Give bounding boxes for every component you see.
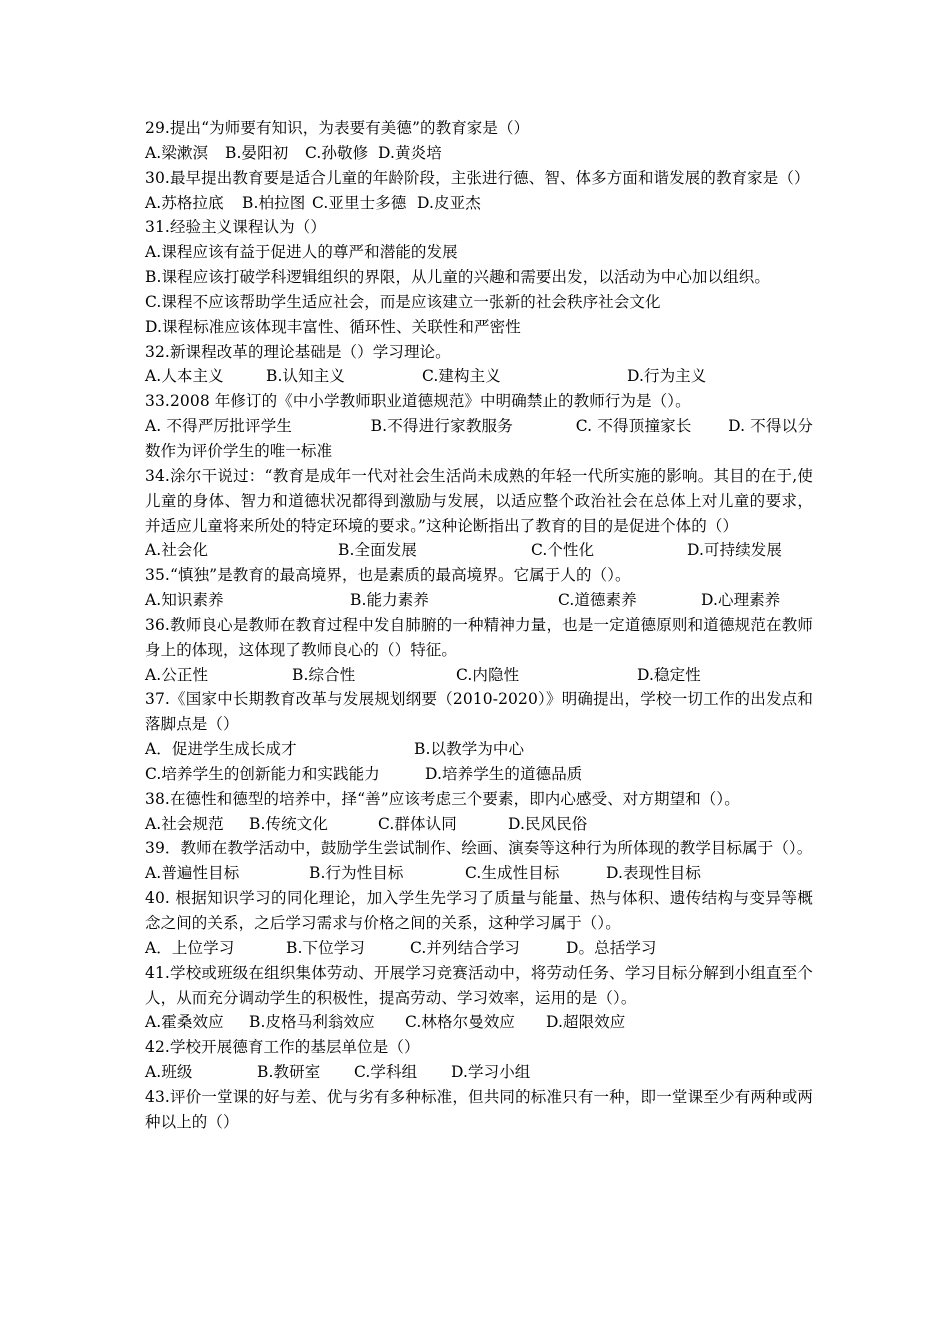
text-line: 29.提出“为师要有知识，为表要有美德”的教育家是（） [145, 119, 530, 137]
option: A．促进学生成长成才 [145, 740, 297, 759]
option: D.可持续发展 [687, 541, 783, 560]
options-row [145, 861, 813, 886]
option: A.社会规范 [145, 814, 224, 833]
option: D.行为主义 [627, 367, 707, 386]
option: D.黄炎培 [378, 143, 442, 162]
options-row [145, 1010, 813, 1035]
text-line: A. 不得严厉批评学生 B.不得进行家教服务 C. 不得顶撞家长 D. 不得以分数作为评价学生的唯一标准 [145, 417, 813, 460]
option: B.皮格马利翁效应 [249, 1013, 375, 1032]
text-line: 40. 根据知识学习的同化理论，加入学生先学习了质量与能量、热与体积、遗传结构与变异等概念之间的关系，之后学习需求与价格之间的关系，这种学习属于（）。 [145, 889, 813, 932]
option: B.晏阳初 [225, 143, 289, 162]
option: C.并列结合学习 [410, 938, 521, 957]
option: D.皮亚杰 [417, 193, 481, 212]
text-line: 30.最早提出教育要是适合儿童的年龄阶段，主张进行德、智、体多方面和谐发展的教育家是（） [145, 168, 810, 187]
text-line: 41.学校或班级在组织集体劳动、开展学习竞赛活动中，将劳动任务、学习目标分解到小组直至个人，从而充分调动学生的积极性，提高劳动、学习效率，运用的是（）。 [145, 963, 813, 1007]
options-row [145, 191, 813, 216]
option: A.人本主义 [145, 367, 224, 386]
option: C.亚里士多德 [312, 193, 407, 212]
text-line: 37.《国家中长期教育改革与发展规划纲要（2010-2020）》明确提出，学校一切工作的出发点和落脚点是（） [145, 690, 813, 734]
text-line: 43.评价一堂课的好与差、优与劣有多种标准，但共同的标准只有一种，即一堂课至少有两种或两种以上的（） [145, 1087, 813, 1131]
option: D.超限效应 [546, 1013, 626, 1032]
option: B.能力素养 [350, 591, 429, 610]
option: C.内隐性 [456, 665, 520, 684]
option: C.群体认同 [378, 814, 457, 833]
options-row [145, 737, 813, 762]
option: A.霍桑效应 [145, 1013, 224, 1032]
option: B.柏拉图 [242, 193, 306, 212]
option: C.孙敬修 [305, 143, 369, 162]
options-row [145, 141, 813, 166]
text-line: D.课程标准应该体现丰富性、循环性、关联性和严密性 [145, 317, 521, 336]
options-row [145, 812, 813, 837]
option: B.教研室 [257, 1063, 321, 1082]
text-line: 38.在德性和德型的培养中，择“善”应该考虑三个要素，即内心感受、对方期望和（）。 [145, 789, 740, 808]
option: C.生成性目标 [465, 864, 560, 883]
option: A.社会化 [145, 541, 209, 560]
text-line: B.课程应该打破学科逻辑组织的界限，从儿童的兴趣和需要出发，以活动为中心加以组织。 [145, 268, 770, 287]
options-row [145, 364, 813, 389]
text-line: 33.2008 年修订的《中小学教师职业道德规范》中明确禁止的教师行为是（）。 [145, 392, 691, 411]
options-row [145, 762, 813, 787]
option: B.全面发展 [338, 541, 417, 560]
options-row [145, 538, 813, 563]
option: B.综合性 [292, 665, 356, 684]
text-line: C.课程不应该帮助学生适应社会，而是应该建立一张新的社会秩序社会文化 [145, 292, 661, 311]
option: A.梁漱溟 [145, 143, 209, 162]
text-line: 34.涂尔干说过：“教育是成年一代对社会生活尚未成熟的年轻一代所实施的影响。其目的在于,使儿童的身体、智力和道德状况都得到激励与发展，以适应整个政治社会在总体上对儿童的要求，并适应儿童将来所处的特定环境的要求。”这种论断指出了教育的目的是促进个体的（） [145, 466, 813, 535]
option: D.稳定性 [637, 665, 701, 684]
option: D.民风民俗 [508, 814, 588, 833]
option: A.知识素养 [145, 591, 224, 610]
text-line: 39．教师在教学活动中，鼓励学生尝试制作、绘画、演奏等这种行为所体现的教学目标属于（）。 [145, 839, 813, 858]
text-line: 36.教师良心是教师在教育过程中发自肺腑的一种精神力量，也是一定道德原则和道德规范在教师身上的体现，这体现了教师良心的（）特征。 [145, 615, 813, 659]
option: B.下位学习 [286, 938, 365, 957]
option: D.学习小组 [451, 1063, 531, 1082]
options-row [145, 936, 813, 961]
option: C.建构主义 [422, 367, 501, 386]
option: C.培养学生的创新能力和实践能力 [145, 764, 380, 783]
option: B.认知主义 [266, 367, 345, 386]
text-line: 32.新课程改革的理论基础是（）学习理论。 [145, 342, 451, 361]
option: D.培养学生的道德品质 [425, 764, 583, 783]
text-line: 42.学校开展德育工作的基层单位是（） [145, 1038, 420, 1057]
option: D.心理素养 [701, 591, 781, 610]
option: C.学科组 [354, 1063, 418, 1082]
option: B.行为性目标 [309, 864, 404, 883]
option: B.传统文化 [249, 814, 328, 833]
option: C.道德素养 [558, 591, 637, 610]
document-content [145, 116, 813, 1135]
options-row [145, 1060, 813, 1085]
option: C.个性化 [531, 541, 595, 560]
option: D。总括学习 [566, 938, 657, 957]
option: B.以教学为中心 [414, 740, 525, 759]
option: A.普遍性目标 [145, 864, 240, 883]
option: C.林格尔曼效应 [405, 1013, 516, 1032]
text-line: A.课程应该有益于促进人的尊严和潜能的发展 [145, 243, 458, 262]
option: A.苏格拉底 [145, 193, 224, 212]
option: D.表现性目标 [606, 864, 702, 883]
options-row [145, 588, 813, 613]
option: A.班级 [145, 1063, 193, 1082]
option: A.公正性 [145, 665, 209, 684]
option: A．上位学习 [145, 938, 235, 957]
text-line: 35.“慎独”是教育的最高境界，也是素质的最高境界。它属于人的（）。 [145, 566, 631, 585]
options-row [145, 663, 813, 688]
text-line: 31.经验主义课程认为（） [145, 218, 326, 237]
